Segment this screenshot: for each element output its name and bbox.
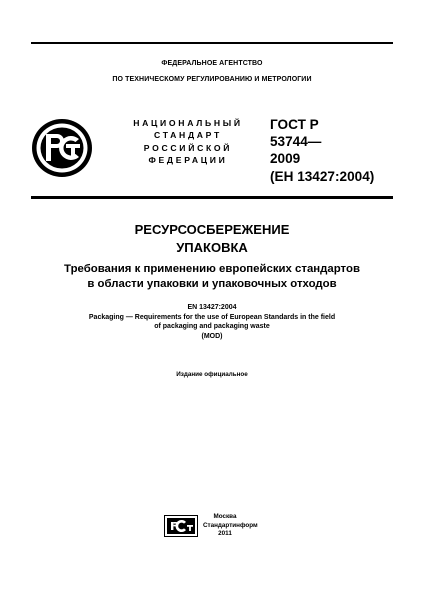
subtitle-line-1: Требования к применению европейских стандартов	[64, 263, 360, 275]
designation-line-4: (ЕН 13427:2004)	[270, 168, 375, 184]
national-standard-line-1: НАЦИОНАЛЬНЫЙ	[133, 118, 243, 128]
designation-line-3: 2009	[270, 151, 301, 167]
top-rule	[31, 42, 393, 44]
national-standard-label	[118, 117, 258, 167]
publisher-city: Москва	[213, 513, 237, 520]
subtitle-line-2: в области упаковки и упаковочных отходов	[87, 277, 337, 290]
document-title-line-1: РЕСУРСОСБЕРЕЖЕНИЕ	[134, 222, 290, 237]
agency-line-2: ПО ТЕХНИЧЕСКОМУ РЕГУЛИРОВАНИЮ И МЕТРОЛОГИИ	[112, 76, 312, 83]
en-standard-code: EN 13427:2004	[187, 304, 237, 311]
publisher-year: 2011	[218, 530, 232, 538]
english-title-block	[0, 303, 424, 341]
en-title-line-3: (MOD)	[201, 332, 223, 340]
en-title-line-2: of packaging and packaging waste	[154, 323, 270, 331]
designation-line-1: ГОСТ Р	[270, 117, 319, 132]
agency-line-1: ФЕДЕРАЛЬНОЕ АГЕНТСТВО	[161, 60, 263, 67]
rst-certification-mark-icon	[31, 117, 93, 179]
standard-designation	[270, 116, 374, 185]
document-title-line-2: УПАКОВКА	[176, 240, 248, 255]
en-title-line-1: Packaging — Requirements for the use of European Standards in the field	[88, 313, 336, 321]
standartinform-logo-icon	[164, 515, 198, 537]
edition-label: Издание официальное	[176, 371, 248, 378]
middle-rule	[31, 196, 393, 199]
publisher-name: Стандартинформ	[203, 521, 258, 529]
national-standard-line-4: ФЕДЕРАЦИИ	[148, 155, 228, 166]
document-subtitle	[0, 262, 424, 291]
national-standard-line-2: СТАНДАРТ	[154, 130, 222, 141]
publisher-block	[203, 513, 258, 539]
national-standard-line-3: РОССИЙСКОЙ	[143, 142, 233, 153]
designation-line-2: 53744—	[270, 134, 322, 150]
